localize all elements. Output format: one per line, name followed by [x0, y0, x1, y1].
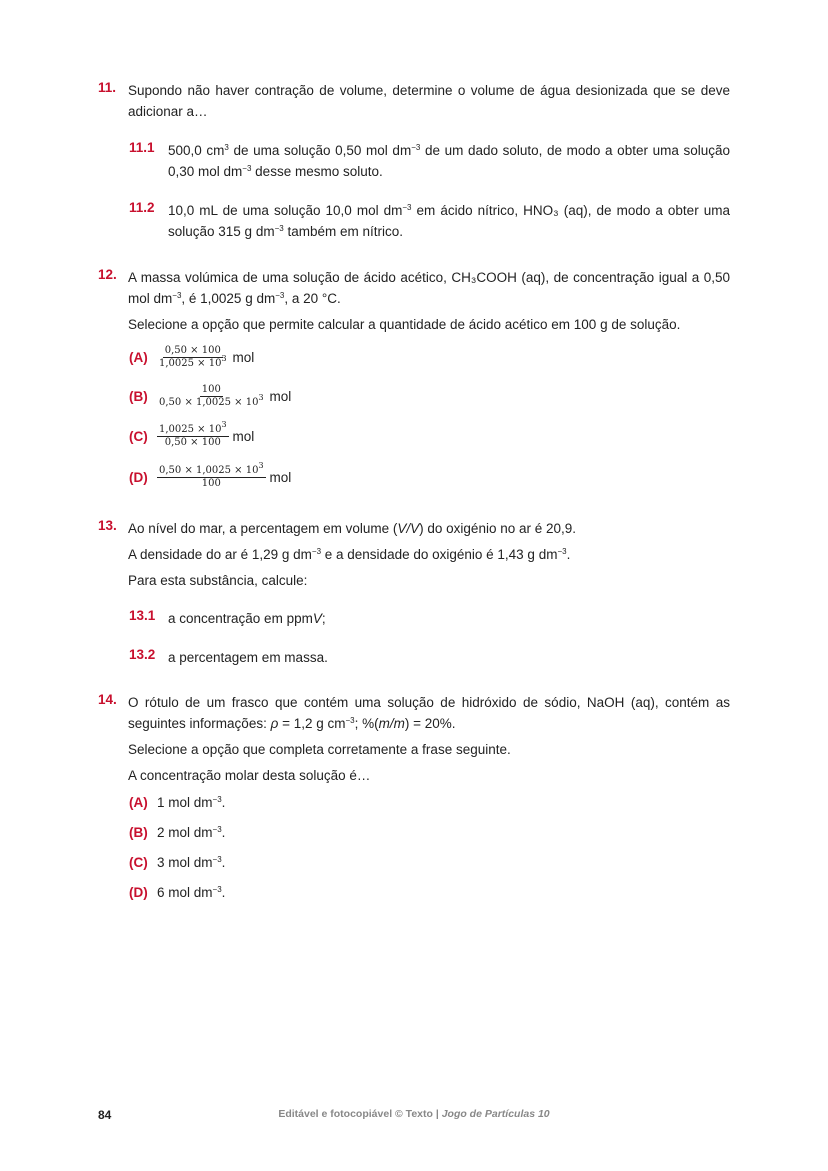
fraction: $\frac{0,50 \times 1,0025 \times 10^3}{100}$ — [159, 461, 264, 489]
option-a — [129, 345, 254, 370]
page-number: 84 — [98, 1108, 112, 1122]
question-text: Ao nível do mar, a percentagem em volume (V/V) do oxigénio no ar é 20,9. A densidade do ar é 1,29 g $dm^{-3}$ e a densidade do oxigénio é 1,43 g $dm^{-3}$. Para esta substância, calcule: — [128, 521, 577, 588]
question-12 — [98, 267, 730, 335]
question-text: A massa volúmica de uma solução de ácido acético, CH₃COOH (aq), de concentração igual a 0,50 mol $dm^{-3}$, é 1,0025 g $dm^{-3}$, a 20 °C. Selecione a opção que permite calcular a quantidade de ácido acético em 100 g de solução. — [128, 270, 730, 332]
option-label: (C) — [129, 855, 148, 870]
option-b: (B) 2 mol $dm^{-3}$. — [129, 825, 226, 840]
subquestion-11-1 — [129, 140, 730, 182]
footer-credit: Editável e fotocopiável © Texto | Jogo de Partículas 10 — [278, 1108, 550, 1120]
subquestion-13-2 — [129, 647, 730, 668]
subquestion-text: a concentração em ppmV; — [168, 611, 326, 626]
unit-label: mol — [232, 350, 255, 365]
question-number: 12. — [98, 267, 117, 282]
subquestion-number: 11.1 — [129, 140, 155, 155]
subquestion-text: a percentagem em massa. — [168, 650, 328, 665]
question-11 — [98, 80, 730, 122]
option-d: (D) 6 mol $dm^{-3}$. — [129, 885, 226, 900]
option-c: (C) 3 mol $dm^{-3}$. — [129, 855, 226, 870]
question-text: O rótulo de um frasco que contém uma solução de hidróxido de sódio, NaOH (aq), contém as seguintes informações: ρ = 1,2 g $cm^{-3}$; %(m/m) = 20%. Selecione a opção que completa corretamente a frase seguinte. A concentração molar desta solução é… — [128, 695, 730, 783]
subquestion-number: 11.2 — [129, 200, 155, 215]
subquestion-13-1 — [129, 608, 730, 629]
option-label: (B) — [129, 389, 148, 404]
unit-label: mol — [269, 389, 292, 404]
subquestion-text: 10,0 mL de uma solução 10,0 mol $dm^{-3}$ em ácido nítrico, HNO₃ (aq), de modo a obter uma solução 315 g $dm^{-3}$ também em nítrico. — [168, 203, 730, 239]
option-label: (D) — [129, 470, 148, 485]
subquestion-11-2 — [129, 200, 730, 242]
question-13 — [98, 518, 730, 591]
subquestion-number: 13.2 — [129, 647, 156, 662]
option-a: (A) 1 mol $dm^{-3}$. — [129, 795, 226, 810]
fraction: $\frac{100}{0,50 \times 1,0025 \times 10^3}$ — [159, 384, 264, 408]
subquestion-text: 500,0 $cm^3$ de uma solução 0,50 mol $dm^{-3}$ de um dado soluto, de modo a obter uma solução 0,30 mol $dm^{-3}$ desse mesmo soluto. — [168, 143, 730, 179]
option-label: (C) — [129, 429, 148, 444]
question-text: Supondo não haver contração de volume, determine o volume de água desionizada que se deve adicionar a… — [128, 83, 730, 119]
option-b — [129, 384, 291, 409]
question-number: 13. — [98, 518, 117, 533]
option-label: (D) — [129, 885, 148, 900]
question-number: 11. — [98, 80, 117, 95]
option-label: (B) — [129, 825, 148, 840]
fraction: $\frac{0,50 \times 100}{1,0025 \times 10^3}$ — [159, 345, 227, 369]
unit-label: mol — [232, 429, 255, 444]
subquestion-number: 13.1 — [129, 608, 156, 623]
option-c — [129, 420, 255, 449]
option-label: (A) — [129, 795, 148, 810]
option-d — [129, 461, 292, 490]
unit-label: mol — [269, 470, 292, 485]
option-label: (A) — [129, 350, 148, 365]
fraction: $\frac{1,0025 \times 10^3}{0,50 \times 100}$ — [159, 420, 227, 448]
question-number: 14. — [98, 692, 117, 707]
question-14 — [98, 692, 730, 786]
